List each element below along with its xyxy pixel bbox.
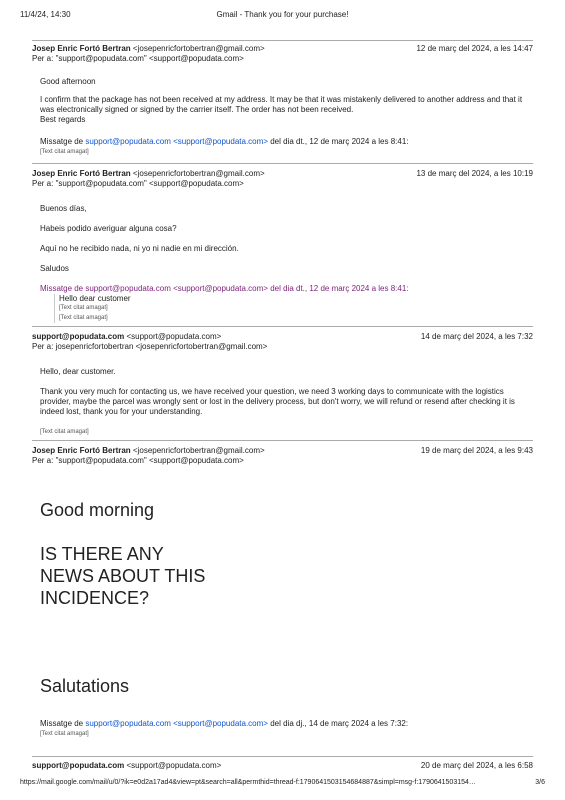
- body-paragraph: I confirm that the package has not been received at my address. It may be that it was mistakenly delivered to another address and that it was electronically signed or signed by the carrier itself. The order has not been received.: [40, 95, 523, 114]
- quoted-block: [54, 294, 533, 323]
- message-3: [32, 332, 533, 437]
- quote-sender-email-link[interactable]: <support@popudata.com>: [173, 284, 268, 293]
- print-footer: [20, 779, 545, 786]
- show-quoted-text[interactable]: [Text citat amagat]: [40, 149, 89, 155]
- message-4: [32, 446, 533, 739]
- body-paragraph: Thank you very much for contacting us, we have received your question, we need 3 working days to communicate with the logistics provider, maybe the parcel was wrongly sent or lost in the delivery process, but don't worry, we will refund or resend after checking it is indeed lost, thank you for your understanding.: [40, 387, 515, 416]
- message-body: [40, 77, 533, 157]
- message-date: 12 de març del 2024, a les 14:47: [416, 44, 533, 53]
- message-date: 20 de març del 2024, a les 6:58: [420, 761, 533, 770]
- quote-sender-link[interactable]: support@popudata.com: [85, 137, 171, 146]
- message-recipient: Per a: "support@popudata.com" <support@popudata.com>: [32, 456, 244, 465]
- sender-name: support@popudata.com: [32, 761, 125, 770]
- sender-email: <josepenricfortobertran@gmail.com>: [132, 446, 265, 455]
- quote-attribution: [40, 137, 533, 147]
- body-paragraph: Aquí no he recibido nada, ni yo ni nadie en mi dirección.: [40, 244, 239, 253]
- message-5: [32, 761, 533, 770]
- print-datetime: 11/4/24, 14:30: [20, 10, 71, 19]
- message-body: [40, 204, 533, 323]
- sender-email: <josepenricfortobertran@gmail.com>: [132, 169, 265, 178]
- quote-sender-email-link[interactable]: <support@popudata.com>: [173, 719, 268, 728]
- message-divider: [32, 163, 533, 164]
- body-paragraph: Habeis podido averiguar alguna cosa?: [40, 224, 177, 233]
- quote-prefix: Missatge de: [40, 719, 86, 728]
- print-header: [20, 10, 545, 24]
- quote-attribution: [40, 719, 533, 729]
- message-date: 13 de març del 2024, a les 10:19: [416, 169, 533, 178]
- message-divider: [32, 440, 533, 441]
- message-recipient: Per a: josepenricfortobertran <josepenricfortobertran@gmail.com>: [32, 342, 268, 351]
- page-number: 3/6: [535, 779, 545, 786]
- message-body: [40, 367, 533, 437]
- quote-sender-link[interactable]: support@popudata.com: [85, 284, 171, 293]
- sender-email: <support@popudata.com>: [126, 761, 222, 770]
- body-paragraph: Hello, dear customer.: [40, 367, 116, 376]
- big-signoff: Salutations: [40, 676, 130, 696]
- show-quoted-text[interactable]: [Text citat amagat]: [40, 731, 89, 737]
- quote-sender-link[interactable]: support@popudata.com: [85, 719, 171, 728]
- quote-sender-email-link[interactable]: <support@popudata.com>: [173, 137, 268, 146]
- message-2: [32, 169, 533, 323]
- show-quoted-text[interactable]: [Text citat amagat]: [59, 305, 108, 311]
- sender-name: Josep Enric Fortó Bertran: [32, 446, 131, 455]
- big-question-line: NEWS ABOUT THIS: [40, 566, 206, 586]
- big-question-line: INCIDENCE?: [40, 588, 150, 608]
- message-date: 14 de març del 2024, a les 7:32: [420, 332, 533, 341]
- sender-email: <support@popudata.com>: [126, 332, 222, 341]
- quote-suffix: del dia dt., 12 de març 2024 a les 8:41:: [267, 137, 409, 146]
- body-paragraph: Buenos días,: [40, 204, 87, 213]
- show-quoted-text[interactable]: [Text citat amagat]: [59, 315, 108, 321]
- body-paragraph: Saludos: [40, 264, 69, 273]
- show-quoted-text[interactable]: [Text citat amagat]: [40, 429, 89, 435]
- message-body: [40, 719, 533, 739]
- quote-suffix: del dia dj., 14 de març 2024 a les 7:32:: [267, 719, 409, 728]
- big-question-line: IS THERE ANY: [40, 544, 164, 564]
- body-paragraph: Good afternoon: [40, 77, 96, 86]
- message-date: 19 de març del 2024, a les 9:43: [420, 446, 533, 455]
- message-recipient: Per a: "support@popudata.com" <support@popudata.com>: [32, 179, 244, 188]
- message-divider: [32, 326, 533, 327]
- body-paragraph: Best regards: [40, 115, 86, 124]
- message-divider: [32, 756, 533, 757]
- quote-prefix: Missatge de: [40, 284, 86, 293]
- quote-suffix: del dia dt., 12 de març 2024 a les 8:41:: [267, 284, 409, 293]
- sender-name: support@popudata.com: [32, 332, 125, 341]
- sender-email: <josepenricfortobertran@gmail.com>: [132, 44, 265, 53]
- message-1: [32, 44, 533, 157]
- quoted-line: Hello dear customer: [59, 294, 131, 303]
- print-title: Gmail - Thank you for your purchase!: [216, 10, 349, 19]
- message-divider: [32, 40, 533, 41]
- sender-name: Josep Enric Fortó Bertran: [32, 44, 131, 53]
- big-greeting: Good morning: [40, 500, 155, 520]
- message-recipient: Per a: "support@popudata.com" <support@popudata.com>: [32, 54, 244, 63]
- print-url: https://mail.google.com/mail/u/0/?ik=e0d2a17ad4&view=pt&search=all&permthid=thread-f:1790641503154684887&simpl=msg-f:1790641503154…: [20, 779, 476, 786]
- sender-name: Josep Enric Fortó Bertran: [32, 169, 131, 178]
- quote-attribution: [40, 284, 533, 294]
- quote-prefix: Missatge de: [40, 137, 86, 146]
